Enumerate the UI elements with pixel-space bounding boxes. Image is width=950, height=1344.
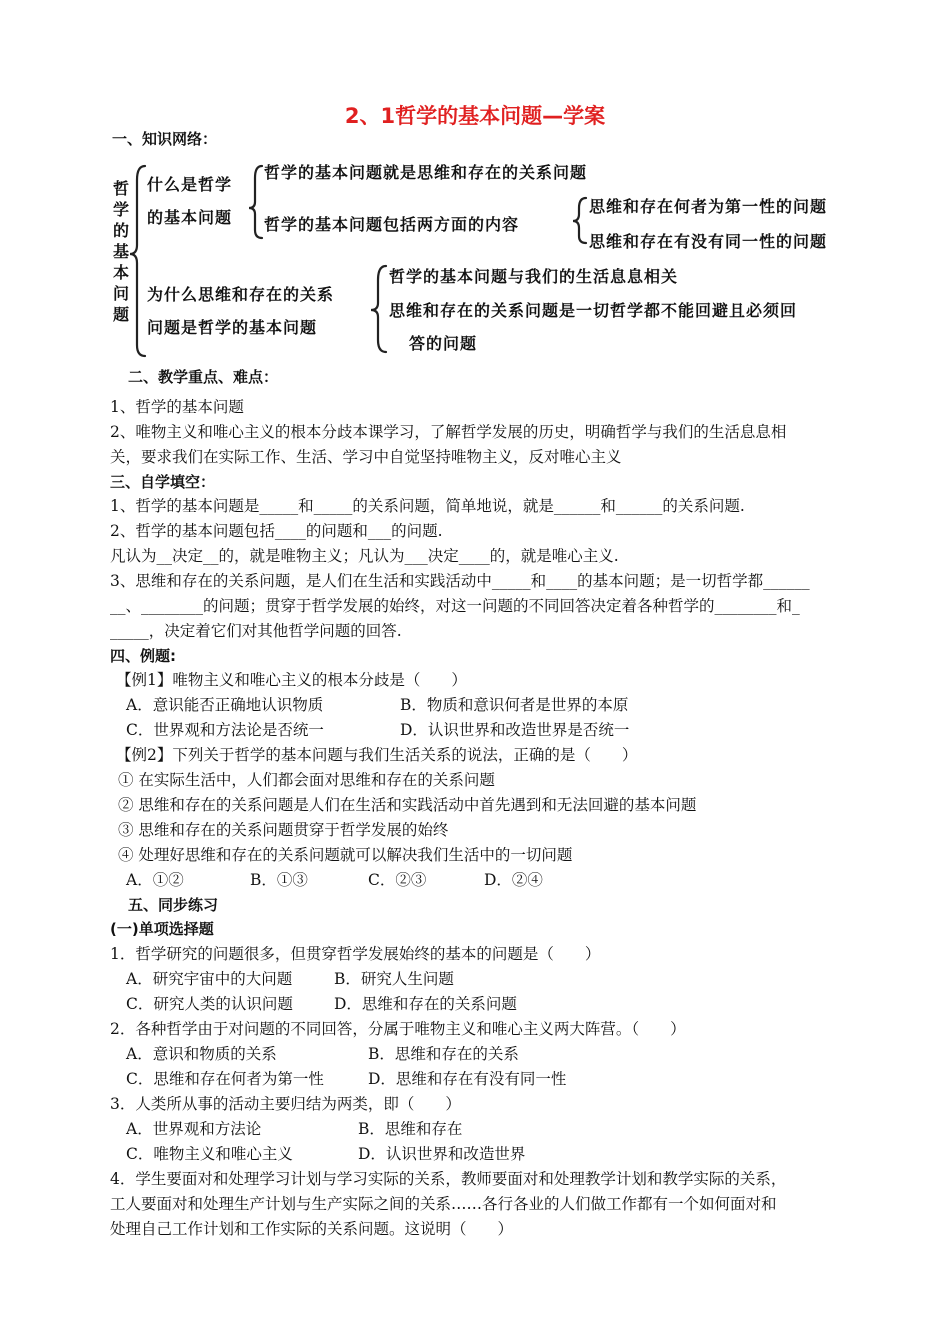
diagram-branch2-child2-line1: 思维和存在的关系问题是一切哲学都不能回避且必须回 <box>389 301 798 320</box>
question-2-option-c: C．思维和存在何者为第一性 <box>126 1070 324 1088</box>
key-point-1: 1、哲学的基本问题 <box>110 398 244 416</box>
diagram-branch1-line1: 什么是哲学 <box>147 175 233 194</box>
question-2-option-a: A．意识和物质的关系 <box>126 1045 277 1063</box>
example-2-question: 【例2】下列关于哲学的基本问题与我们生活关系的说法，正确的是（ ） <box>116 746 638 764</box>
diagram-branch1-child1: 哲学的基本问题就是思维和存在的关系问题 <box>264 163 588 182</box>
diagram-branch2-line1: 为什么思维和存在的关系 <box>147 285 335 304</box>
diagram-branch2-line2: 问题是哲学的基本问题 <box>147 318 318 337</box>
example-2-statement-1: ① 在实际生活中，人们都会面对思维和存在的关系问题 <box>118 771 495 789</box>
diagram-branch2-child2-line2: 答的问题 <box>409 334 478 353</box>
fill-blank-3-line3: _____，决定着它们对其他哲学问题的回答. <box>110 622 402 640</box>
diagram-root: 哲学的基本问题 <box>112 179 129 324</box>
example-1-option-d: D．认识世界和改造世界是否统一 <box>400 721 630 739</box>
fill-blank-2b: 凡认为__决定__的，就是唯物主义；凡认为___决定____的，就是唯心主义. <box>110 547 619 565</box>
example-1-option-b: B．物质和意识何者是世界的本原 <box>400 696 629 714</box>
diagram-branch1-child2b: 思维和存在有没有同一性的问题 <box>589 232 828 251</box>
example-1-question: 【例1】唯物主义和唯心主义的根本分歧是（ ） <box>116 671 467 689</box>
question-3-option-c: C．唯物主义和唯心主义 <box>126 1145 293 1163</box>
example-2-option-c: C．②③ <box>368 871 427 889</box>
example-2-option-d: D．②④ <box>484 871 543 889</box>
section-self-study: 三、自学填空： <box>110 473 216 491</box>
question-3-option-b: B．思维和存在 <box>358 1120 463 1138</box>
diagram-branch1-child2a: 思维和存在何者为第一性的问题 <box>589 197 828 216</box>
question-3-option-a: A．世界观和方法论 <box>126 1120 262 1138</box>
diagram-branch1-line2: 的基本问题 <box>147 208 233 227</box>
subsection-single-choice: (一)单项选择题 <box>110 920 214 938</box>
example-2-option-a: A．①② <box>126 871 184 889</box>
fill-blank-3-line1: 3、思维和存在的关系问题，是人们在生活和实践活动中_____和____的基本问题；是一切哲学都______ <box>110 572 810 590</box>
section-practice: 五、同步练习 <box>128 896 219 914</box>
question-1-option-a: A．研究宇宙中的大问题 <box>126 970 293 988</box>
question-4-line1: 4．学生要面对和处理学习计划与学习实际的关系，教师要面对和处理教学计划和教学实际的关系， <box>110 1170 787 1188</box>
fill-blank-1: 1、哲学的基本问题是_____和_____的关系问题，简单地说，就是______和______的关系问题. <box>110 497 745 515</box>
key-point-2-line1: 2、唯物主义和唯心主义的根本分歧本课学习，了解哲学发展的历史，明确哲学与我们的生活息息相 <box>110 423 787 441</box>
example-1-option-c: C．世界观和方法论是否统一 <box>126 721 324 739</box>
key-point-2-line2: 关，要求我们在实际工作、生活、学习中自觉坚持唯物主义，反对唯心主义 <box>110 448 622 466</box>
fill-blank-2: 2、哲学的基本问题包括____的问题和___的问题. <box>110 522 443 540</box>
question-1-option-b: B．研究人生问题 <box>334 970 454 988</box>
question-2: 2．各种哲学由于对问题的不同回答，分属于唯物主义和唯心主义两大阵营。（ ） <box>110 1020 686 1038</box>
page-title: 2、1哲学的基本问题—学案 <box>344 104 606 128</box>
question-4-line3: 处理自己工作计划和工作实际的关系问题。这说明（ ） <box>110 1220 514 1238</box>
section-knowledge-network: 一、知识网络： <box>112 130 218 148</box>
section-key-points: 二、教学重点、难点： <box>128 368 279 386</box>
question-4-line2: 工人要面对和处理生产计划与生产实际之间的关系……各行各业的人们做工作都有一个如何面对和 <box>110 1195 777 1213</box>
question-1: 1．哲学研究的问题很多，但贯穿哲学发展始终的基本的问题是（ ） <box>110 945 601 963</box>
example-2-statement-4: ④ 处理好思维和存在的关系问题就可以解决我们生活中的一切问题 <box>118 846 573 864</box>
example-2-statement-2: ② 思维和存在的关系问题是人们在生活和实践活动中首先遇到和无法回避的基本问题 <box>118 796 697 814</box>
question-2-option-b: B．思维和存在的关系 <box>368 1045 519 1063</box>
example-1-option-a: A．意识能否正确地认识物质 <box>126 696 324 714</box>
question-2-option-d: D．思维和存在有没有同一性 <box>368 1070 567 1088</box>
question-1-option-c: C．研究人类的认识问题 <box>126 995 293 1013</box>
question-3-option-d: D．认识世界和改造世界 <box>358 1145 526 1163</box>
section-examples: 四、例题: <box>110 647 176 665</box>
example-2-option-b: B．①③ <box>250 871 308 889</box>
question-3: 3．人类所从事的活动主要归结为两类，即（ ） <box>110 1095 461 1113</box>
diagram-branch2-child1: 哲学的基本问题与我们的生活息息相关 <box>389 267 679 286</box>
question-1-option-d: D．思维和存在的关系问题 <box>334 995 517 1013</box>
example-2-statement-3: ③ 思维和存在的关系问题贯穿于哲学发展的始终 <box>118 821 449 839</box>
diagram-branch1-child2: 哲学的基本问题包括两方面的内容 <box>264 215 520 234</box>
fill-blank-3-line2: __、________的问题；贯穿于哲学发展的始终，对这一问题的不同回答决定着各种哲学的________和_ <box>110 597 800 615</box>
